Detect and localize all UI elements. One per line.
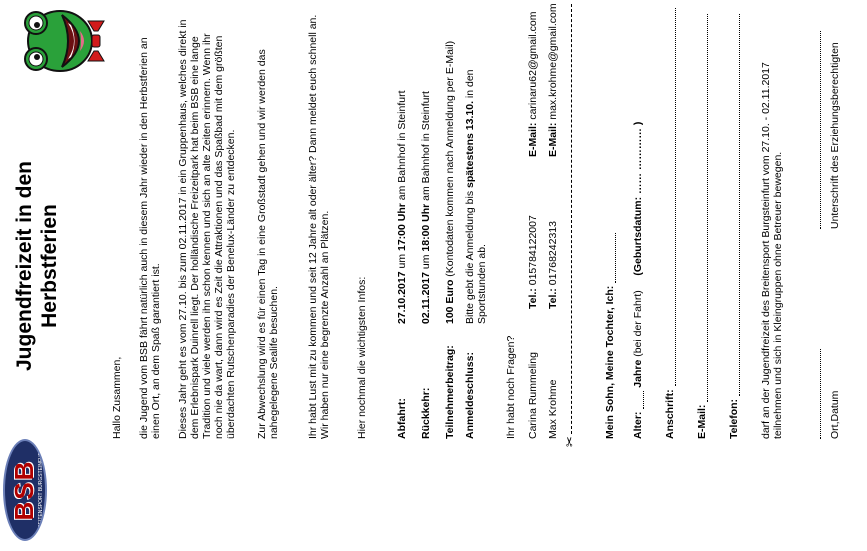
form-anschrift: [664, 6, 676, 439]
alter-label: Alter:: [632, 411, 644, 439]
rueckkehr-time: 18:00 Uhr: [420, 203, 432, 252]
title-line-2: Herbstferien: [38, 204, 61, 328]
form-email: [696, 6, 708, 439]
abfahrt-rest: am Bahnhof in Steinfurt: [396, 90, 408, 204]
contact-tel: [547, 221, 559, 309]
contact-name: Max Krohme: [547, 379, 559, 439]
bsb-logo-text: BSB: [9, 459, 39, 521]
form-alter: [632, 6, 644, 439]
geburt-field[interactable]: …… …………: [632, 125, 644, 194]
email-label: E-Mail:: [527, 122, 539, 157]
geburt-label: (Geburtsdatum:: [632, 193, 644, 276]
contact-row-1: [527, 11, 539, 439]
title-line-1: Jugendfreizeit in den: [13, 160, 36, 372]
rueckkehr-label: Rückkehr:: [420, 387, 432, 439]
beitrag-label: Teilnehmerbeitrag:: [444, 345, 456, 439]
anmeldeschluss-value: [464, 34, 488, 324]
form-heading: [604, 6, 616, 439]
beitrag-value: [444, 24, 456, 324]
contact-question: Ihr habt noch Fragen?: [505, 335, 517, 439]
contact-tel: [527, 215, 539, 309]
anmeldeschluss-pre: Bitte gebt die Anmeldung bis: [464, 187, 476, 324]
abfahrt-value: [396, 24, 408, 324]
rueckkehr-date: 02.11.2017: [420, 272, 432, 324]
ort-datum-label: Ort,Datum: [829, 390, 841, 439]
info-abfahrt: [396, 19, 408, 439]
info-beitrag: [444, 19, 456, 439]
abfahrt-date: 27.10.2017: [396, 271, 408, 324]
frog-mascot-icon: [18, 3, 108, 81]
rueckkehr-value: [420, 24, 432, 324]
ort-datum-line[interactable]: [820, 349, 821, 439]
contact-tel-value: 015784122007: [527, 215, 539, 289]
intro-paragraph-1: die Jugend vom BSB fährt natürlich auch in diesem Jahr wieder in den Herbstferien an einen Ort, an dem Spaß garantiert ist.: [138, 37, 162, 439]
contact-tel-value: 01768242313: [547, 221, 559, 289]
unterschrift-label: Unterschrift des Erziehungsberechtigten: [829, 42, 841, 229]
abfahrt-label: Abfahrt:: [396, 398, 408, 439]
telefon-label: Telefon:: [728, 398, 740, 439]
anmeldeschluss-date: spätestens 13.10.: [464, 101, 476, 188]
contact-email: [547, 3, 559, 157]
alter-suffix: Jahre: [632, 359, 644, 388]
geburt-close: ): [632, 121, 644, 126]
anmeldeschluss-rest: in den Sportstunden ab.: [464, 69, 488, 324]
form-heading-text: Mein Sohn, Meine Tochter, Ich:: [604, 285, 616, 439]
rueckkehr-rest: am Bahnhof in Steinfurt: [420, 91, 432, 204]
form-telefon: [728, 6, 740, 439]
alter-field[interactable]: [633, 391, 644, 409]
cut-line: [571, 4, 572, 439]
scissors-icon: ✂: [562, 436, 577, 447]
consent-text: darf an der Jugendfreizeit des Breitensport Burgsteinfurt vom 27.10. - 02.11.2017 teilnehmen und sich in Kleingruppen ohne Betreuer bewegen.: [760, 62, 784, 439]
greeting: Hallo Zusammen,: [111, 356, 123, 439]
form-heading-line[interactable]: [605, 233, 616, 283]
tel-label: Tel.:: [527, 288, 539, 309]
bsb-logo-subtext: BREITENSPORT BURGSTEINFURT: [38, 448, 44, 532]
contact-email-value: carinaru62@gmail.com: [527, 11, 539, 123]
bsb-logo: [3, 439, 47, 541]
contact-email-value: max.krohme@gmail.com: [547, 3, 559, 123]
abfahrt-mid: um: [396, 251, 408, 272]
anschrift-field[interactable]: [665, 8, 676, 386]
email-label: E-Mail:: [547, 122, 559, 157]
form-email-field[interactable]: [697, 14, 708, 402]
telefon-field[interactable]: [729, 14, 740, 396]
tel-label: Tel.:: [547, 288, 559, 309]
abfahrt-time: 17:00 Uhr: [396, 203, 408, 252]
intro-paragraph-4: Ihr habt Lust mit zu kommen und seit 12 Jahre alt oder älter? Dann meldet euch schnell an. Wir haben nur eine begrenzte Anzahl an Plätzen.: [307, 14, 331, 439]
alter-note: (bei der Fahrt): [632, 290, 644, 360]
info-intro: Hier nochmal die wichtigsten Infos:: [356, 276, 368, 439]
anmeldeschluss-label: Anmeldeschluss:: [464, 352, 476, 439]
page-title: [12, 101, 62, 431]
contact-email: [527, 12, 539, 157]
rueckkehr-mid: um: [420, 251, 432, 273]
beitrag-amount: 100 Euro: [444, 279, 456, 324]
info-rueckkehr: [420, 19, 432, 439]
beitrag-rest: (Kontodaten kommen nach Anmeldung per E-Mail): [444, 40, 456, 280]
info-anmeldeschluss: [464, 19, 488, 439]
unterschrift-line[interactable]: [820, 31, 821, 229]
anschrift-label: Anschrift:: [664, 389, 676, 439]
intro-paragraph-3: Zur Abwechslung wird es für einen Tag in eine Großstadt gehen und wir werden das nahegelegene Sealife besuchen.: [256, 49, 280, 439]
form-email-label: E-Mail:: [696, 404, 708, 439]
contact-name: Carina Rummeling: [527, 352, 539, 439]
intro-paragraph-2: Dieses Jahr geht es vom 27.10. bis zum 02.11.2017 in ein Gruppenhaus, welches direkt in dem Erlebnispark Duinrell liegt. Der holländische Freizeitpark hat beim BSB eine lange Tradition und viele werden ihn schon kennen und sich an alte Zeiten erinnern. Wenn ihr noch nie da wart, dann wird es Zeit die Attraktionen und das Spaßbad mit dem größten überdachten Rutschenparadies der Benelux-Länder zu entdecken.: [177, 19, 237, 439]
contact-row-2: [547, 3, 559, 439]
